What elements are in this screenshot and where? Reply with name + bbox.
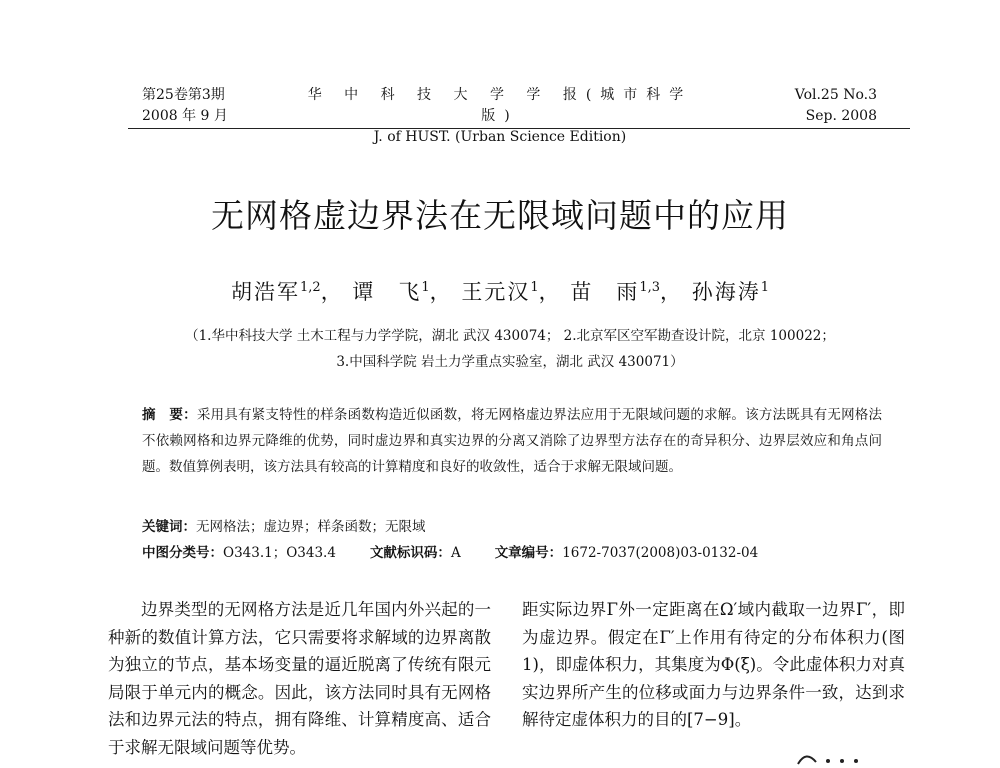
- doc-code-label: 文献标识码：: [369, 545, 451, 561]
- author-name: 苗 雨: [570, 280, 640, 304]
- author-name: 王元汉: [461, 280, 531, 304]
- header-rule: [128, 128, 910, 129]
- author-affiliation-mark: 1: [421, 280, 430, 295]
- body-right-column: [522, 596, 905, 734]
- article-number-value: 1672-7037(2008)03-0132-04: [562, 545, 759, 561]
- abstract: [142, 402, 882, 480]
- clc-value: O343.1；O343.4: [223, 545, 336, 561]
- body-paragraph: 距实际边界Γ外一定距离在Ω′域内截取一边界Γ′，即为虚边界。假定在Γ′上作用有待定的分布体积力(图 1)，即虚体积力，其集度为Φ(ξ)。令此虚体积力对真实边界所产生的位移或面力与边界条件一致，达到求解待定虚体积力的目的[7−9]。: [522, 600, 905, 729]
- date-cn: 2008 年 9 月: [142, 108, 228, 124]
- abstract-label: 摘 要：: [142, 407, 197, 423]
- author-affiliation-mark: 1,3: [639, 280, 661, 295]
- abstract-text: 采用具有紧支特性的样条函数构造近似函数，将无网格虚边界法应用于无限域问题的求解。该方法既具有无网格法不依赖网格和边界元降维的优势，同时虚边界和真实边界的分离又消除了边界型方法存在的奇异积分、边界层效应和角点问题。数值算例表明，该方法具有较高的计算精度和良好的收敛性，适合于求解无限域问题。: [142, 407, 883, 475]
- author-name: 孙海涛: [691, 280, 761, 304]
- body-left-column: [108, 596, 491, 761]
- author-affiliation-mark: 1: [760, 280, 769, 295]
- clc-label: 中图分类号：: [142, 545, 223, 561]
- affiliation-line: 3.中国科学院 岩土力学重点实验室，湖北 武汉 430071）: [336, 354, 684, 370]
- keywords-text: 无网格法；虚边界；样条函数；无限域: [196, 519, 426, 535]
- journal-name-cn: 华 中 科 技 大 学 学 报(城市科学版): [307, 87, 693, 124]
- body-paragraph: 边界类型的无网格方法是近几年国内外兴起的一种新的数值计算方法，它只需要将求解域的边界离散为独立的节点，基本场变量的逼近脱离了传统有限元局限于单元内的概念。因此，该方法同时具有无网格法和边界元法的特点，拥有降维、计算精度高、适合于求解无限域问题等优势。: [108, 600, 491, 757]
- header-right: [795, 85, 877, 127]
- classification-line: [142, 543, 758, 563]
- affiliations: [120, 323, 900, 375]
- keywords-label: 关键词：: [142, 519, 196, 535]
- header-center: [300, 85, 700, 148]
- header-left: [142, 85, 228, 127]
- keywords: [142, 517, 426, 537]
- author-name: 谭 飞: [352, 280, 422, 304]
- volume-issue-cn: 第25卷第3期: [142, 87, 225, 103]
- author-list: 胡浩军$^{1,2}$， 谭 飞$^1$， 王元汉$^1$， 苗 雨$^{1,3}$， 孙海涛$^1$: [231, 280, 769, 304]
- volume-issue-en: Vol.25 No.3: [794, 87, 877, 103]
- figure-fragment-icon: [794, 748, 874, 768]
- paper-title: 无网格虚边界法在无限域问题中的应用: [211, 196, 789, 235]
- affiliation-line: （1.华中科技大学 土木工程与力学学院，湖北 武汉 430074； 2.北京军区空军勘查设计院，北京 100022；: [185, 328, 835, 344]
- author-affiliation-mark: 1: [530, 280, 539, 295]
- journal-name-en: J. of HUST. (Urban Science Edition): [373, 129, 627, 145]
- author-affiliation-mark: 1,2: [300, 280, 321, 295]
- author-name: 胡浩军: [231, 280, 301, 304]
- doc-code-value: A: [450, 545, 461, 561]
- article-number-label: 文章编号：: [494, 545, 563, 561]
- date-en: Sep. 2008: [805, 108, 877, 124]
